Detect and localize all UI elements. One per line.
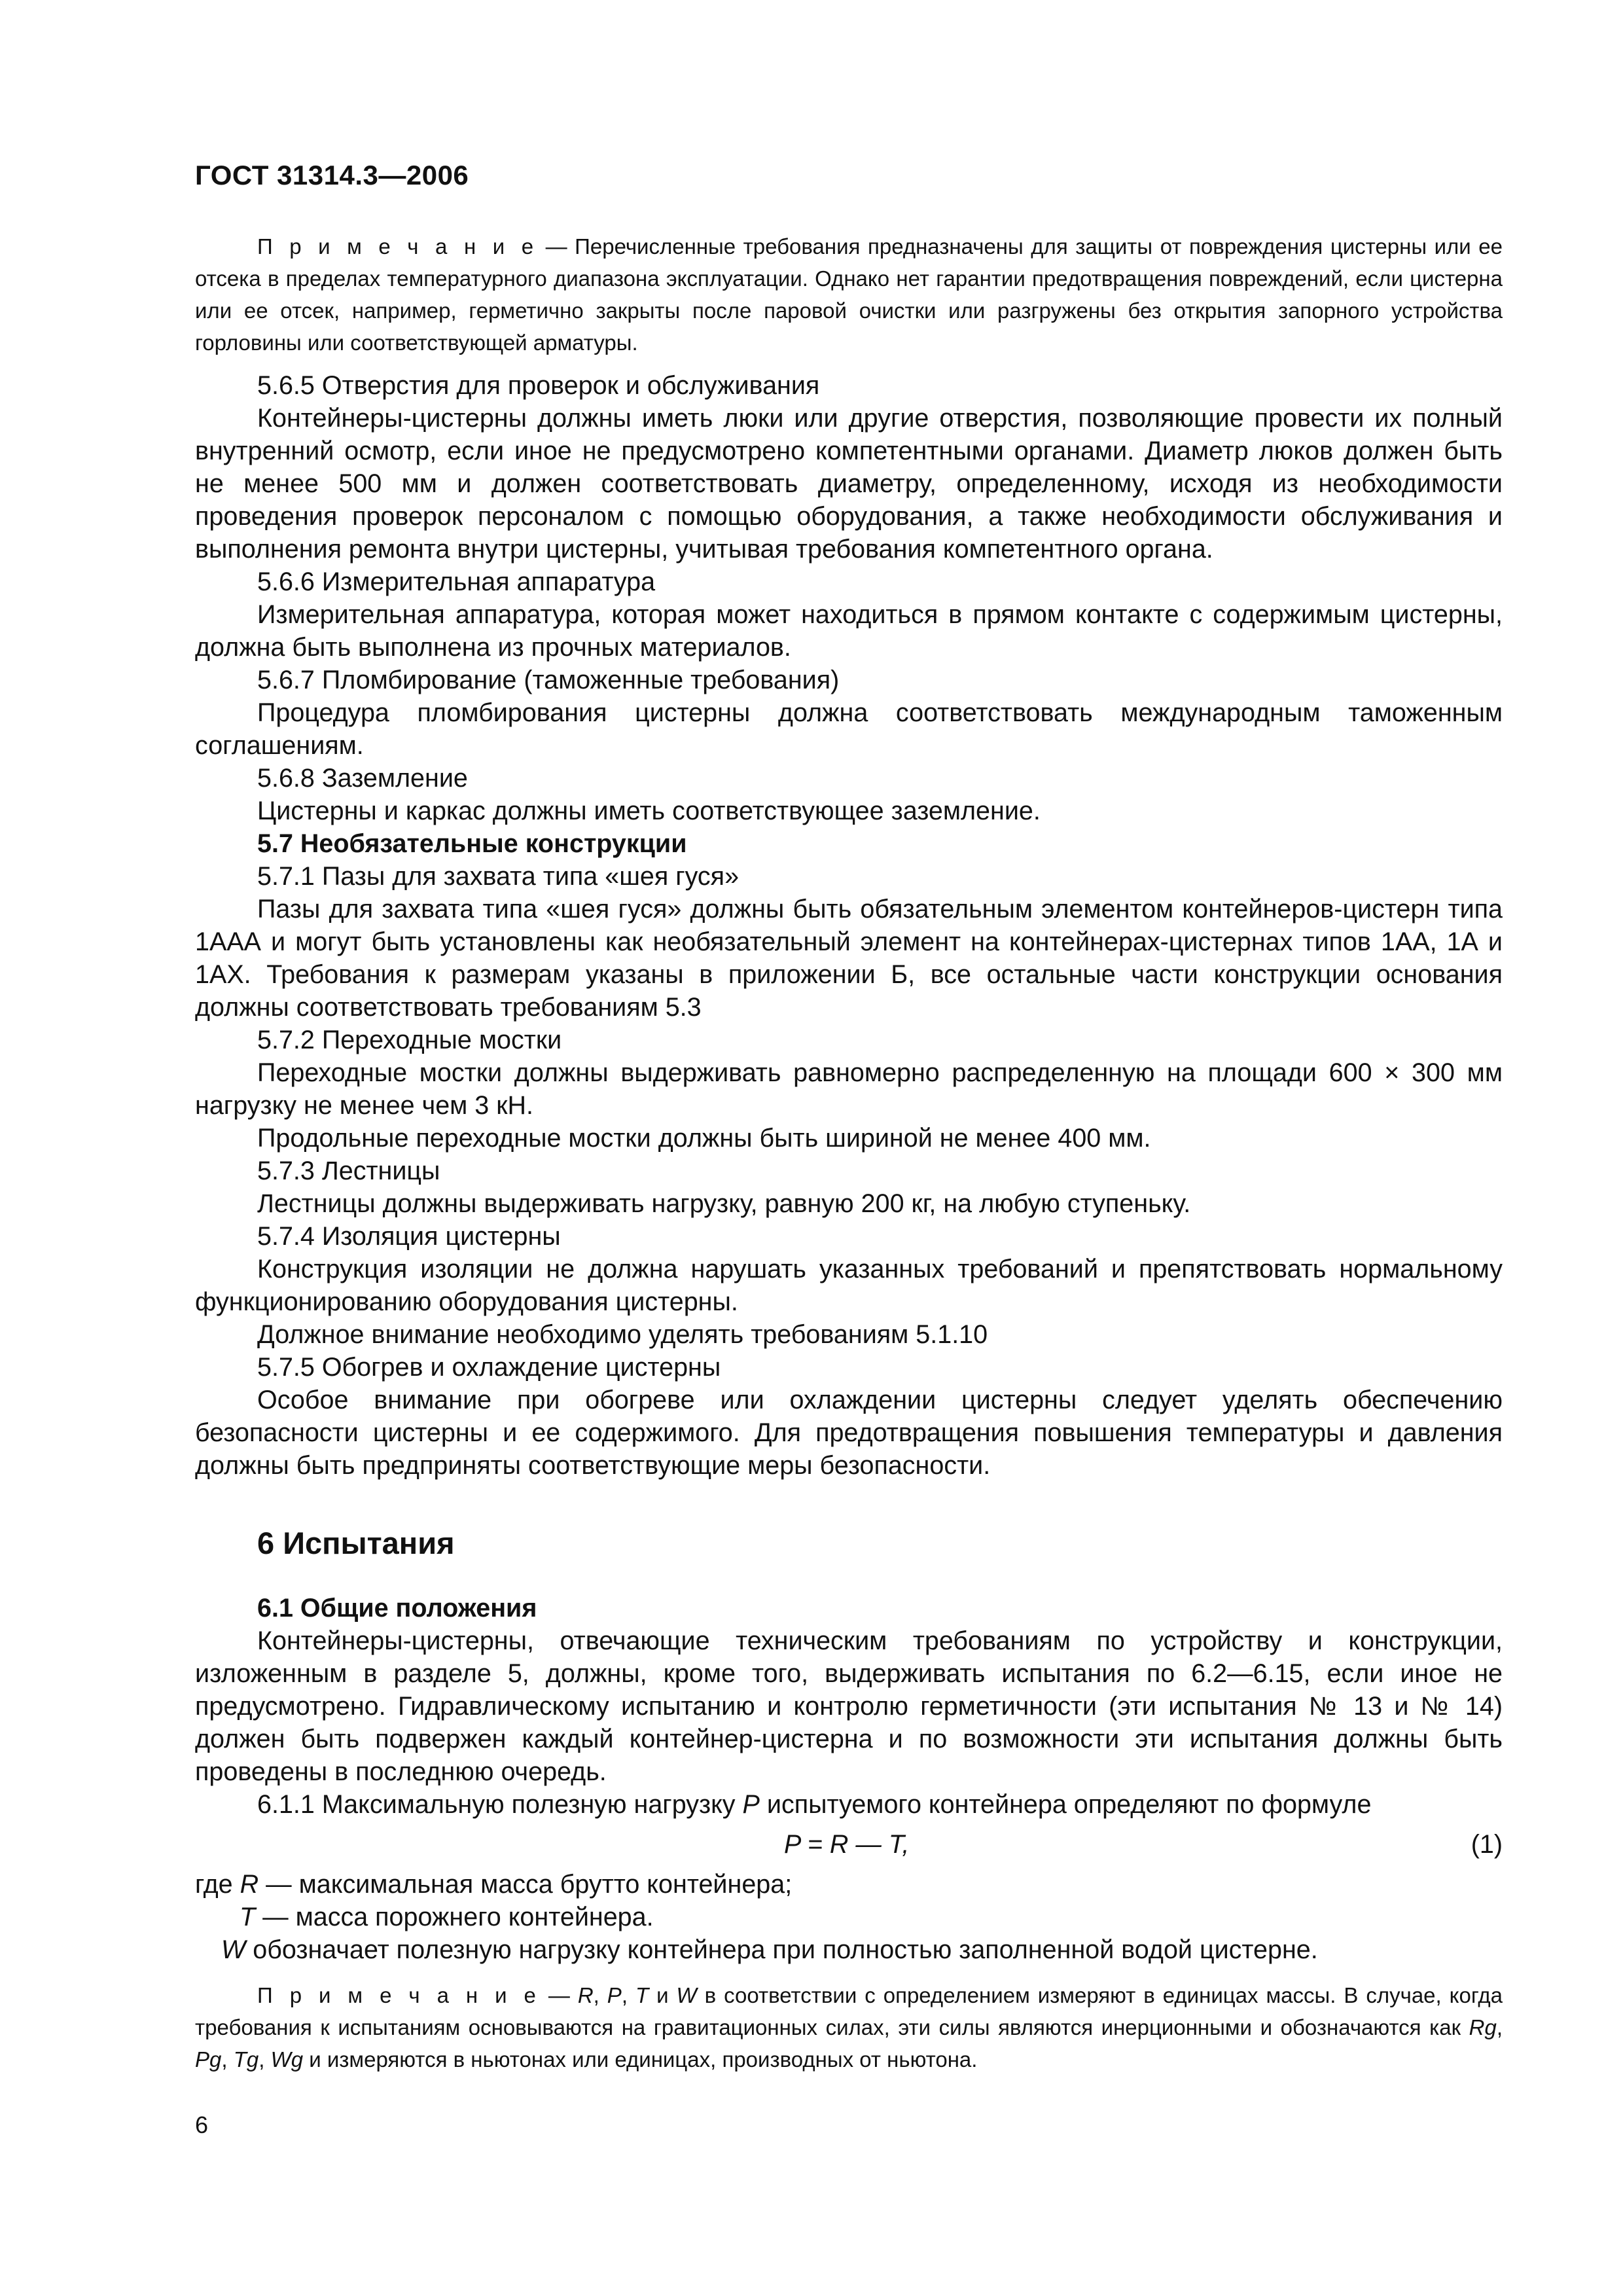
paragraph: Продольные переходные мостки должны быть шириной не менее 400 мм. xyxy=(257,1124,1151,1153)
clause-heading-5-7-1: 5.7.1 Пазы для захвата типа «шея гуся» xyxy=(257,862,740,891)
paragraph: Цистерны и каркас должны иметь соответствующее заземление. xyxy=(257,797,1041,825)
where-line xyxy=(195,1901,1503,1933)
note-label: П р и м е ч а н и е xyxy=(257,234,539,259)
clause-heading-5-7-4: 5.7.4 Изоляция цистерны xyxy=(257,1222,561,1251)
variable: W xyxy=(676,1983,697,2007)
paragraph: Процедура пломбирования цистерны должна соответствовать международным таможенным соглашениям. xyxy=(195,698,1503,760)
text-run: — xyxy=(540,1983,578,2007)
text-run: — максимальная масса брутто контейнера; xyxy=(259,1870,793,1899)
text-run: испытуемого контейнера определяют по формуле xyxy=(759,1790,1372,1819)
text-run: в соответствии с определением измеряют в единицах массы. В случае, когда требования к испытаниям основываются на гравитационных силах, эти силы являются инерционными и обозначаются как xyxy=(195,1983,1503,2039)
paragraph: Лестницы должны выдерживать нагрузку, равную 200 кг, на любую ступеньку. xyxy=(257,1189,1191,1218)
paragraph: Должное внимание необходимо уделять требованиям 5.1.10 xyxy=(257,1320,988,1349)
variable: Pg xyxy=(195,2047,222,2072)
paragraph: Измерительная аппаратура, которая может находиться в прямом контакте с содержимым цистерны, должна быть выполнена из прочных материалов. xyxy=(195,600,1503,662)
variable: T xyxy=(635,1983,649,2007)
text-run: где xyxy=(195,1870,240,1899)
formula-row xyxy=(195,1826,1503,1863)
paragraph: Особое внимание при обогреве или охлаждении цистерны следует уделять обеспечению безопасности цистерны и ее содержимого. Для предотвращения повышения температуры и давления должны быть предприняты соответствующие меры безопасности. xyxy=(195,1386,1503,1480)
page-number: 6 xyxy=(195,2111,209,2138)
clause-heading-5-7-3: 5.7.3 Лестницы xyxy=(257,1157,440,1185)
formula: P = R — T, xyxy=(784,1830,910,1859)
clause-heading-5-6-6: 5.6.6 Измерительная аппаратура xyxy=(257,567,656,596)
section-title-6: 6 Испытания xyxy=(257,1526,455,1560)
variable: W xyxy=(221,1935,246,1964)
variable: Tg xyxy=(233,2047,259,2072)
note-label: П р и м е ч а н и е xyxy=(257,1983,541,2007)
text-run: , xyxy=(593,1983,607,2007)
text-run: , xyxy=(259,2047,271,2072)
clause-heading-5-7-2: 5.7.2 Переходные мостки xyxy=(257,1026,562,1054)
text-run: — масса порожнего контейнера. xyxy=(255,1903,654,1931)
where-line xyxy=(195,1933,1503,1966)
clause-heading-5-6-5: 5.6.5 Отверстия для проверок и обслуживания xyxy=(257,371,820,400)
note-text: — Перечисленные требования предназначены для защиты от повреждения цистерны или ее отсека в пределах температурного диапазона эксплуатации. Однако нет гарантии предотвращения повреждений, если цистерна или ее отсек, например, герметично закрыты после паровой очистки или разгружены без открытия запорного устройства горловины или соответствующей арматуры. xyxy=(195,234,1503,355)
text-run: обозначает полезную нагрузку контейнера при полностью заполненной водой цистерне. xyxy=(245,1935,1318,1964)
clause-heading-5-6-7: 5.6.7 Пломбирование (таможенные требования) xyxy=(257,666,840,694)
paragraph xyxy=(195,1788,1503,1821)
clause-heading-5-7-5: 5.7.5 Обогрев и охлаждение цистерны xyxy=(257,1353,721,1382)
note-paragraph xyxy=(195,230,1503,359)
paragraph: Пазы для захвата типа «шея гуся» должны быть обязательным элементом контейнеров-цистерн типа 1ААА и могут быть установлены как необязательный элемент на контейнерах-цистернах типов 1АА, 1А и 1АХ. Требования к размерам указаны в приложении Б, все остальные части конструкции основания должны соответствовать требованиям 5.3 xyxy=(195,895,1503,1022)
variable: R xyxy=(577,1983,594,2007)
subsection-heading-6-1: 6.1 Общие положения xyxy=(257,1594,537,1623)
variable: P xyxy=(607,1983,622,2007)
variable: Rg xyxy=(1469,2015,1497,2039)
document-header: ГОСТ 31314.3—2006 xyxy=(195,160,469,190)
variable: Wg xyxy=(270,2047,304,2072)
text-run: и измеряются в ньютонах или единицах, производных от ньютона. xyxy=(303,2047,978,2072)
text-run: , xyxy=(221,2047,234,2072)
text-run: , xyxy=(1496,2015,1503,2039)
where-line xyxy=(195,1868,1503,1901)
text-run: 6.1.1 Максимальную полезную нагрузку xyxy=(257,1790,743,1819)
section-heading-5-7: 5.7 Необязательные конструкции xyxy=(257,829,687,858)
note-paragraph xyxy=(195,1979,1503,2075)
paragraph: Конструкция изоляции не должна нарушать указанных требований и препятствовать нормальному функционированию оборудования цистерны. xyxy=(195,1255,1503,1316)
variable: R xyxy=(240,1870,259,1899)
clause-heading-5-6-8: 5.6.8 Заземление xyxy=(257,764,468,793)
paragraph: Переходные мостки должны выдерживать равномерно распределенную на площади 600 × 300 мм нагрузку не менее чем 3 кН. xyxy=(195,1058,1503,1120)
variable: T xyxy=(240,1903,256,1931)
document-body xyxy=(195,230,1503,2075)
paragraph: Контейнеры-цистерны должны иметь люки или другие отверстия, позволяющие провести их полный внутренний осмотр, если иное не предусмотрено компетентными органами. Диаметр люков должен быть не менее 500 мм и должен соответствовать диаметру, определенному, исходя из необходимости проведения проверок персоналом с помощью оборудования, а также необходимости обслуживания и выполнения ремонта внутри цистерны, учитывая требования компетентного органа. xyxy=(195,404,1503,564)
text-run: , xyxy=(621,1983,635,2007)
text-run: и xyxy=(649,1983,677,2007)
formula-number: (1) xyxy=(1471,1830,1503,1859)
variable: P xyxy=(742,1790,760,1819)
paragraph: Контейнеры-цистерны, отвечающие техническим требованиям по устройству и конструкции, изложенным в разделе 5, должны, кроме того, выдерживать испытания по 6.2—6.15, если иное не предусмотрено. Гидравлическому испытанию и контролю герметичности (эти испытания № 13 и № 14) должен быть подвержен каждый контейнер-цистерна и по возможности эти испытания должны быть проведены в последнюю очередь. xyxy=(195,1626,1503,1786)
